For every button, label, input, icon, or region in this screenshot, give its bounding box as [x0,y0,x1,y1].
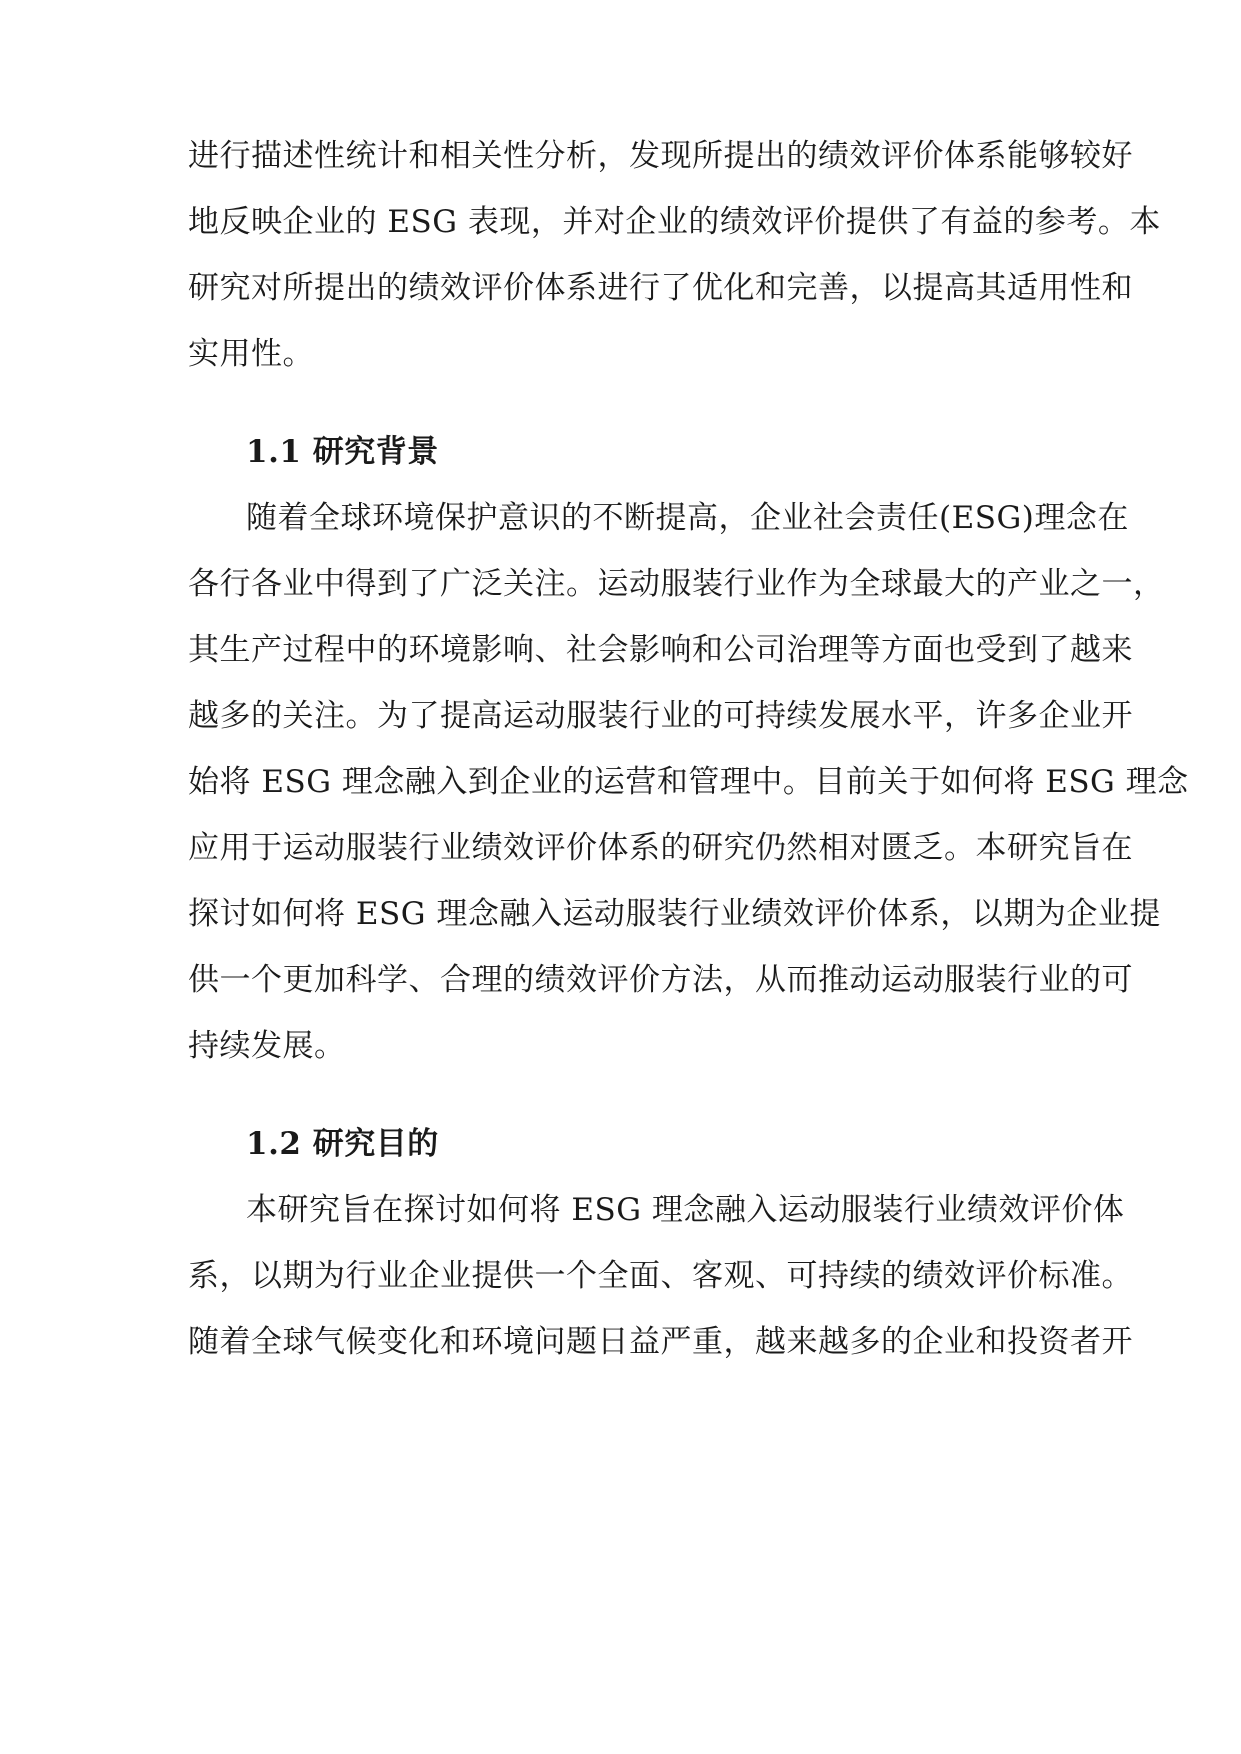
section-1-1-line-2: 各行各业中得到了广泛关注。运动服装行业作为全球最大的产业之一， [188,566,1165,602]
section-1-1-line-3: 其生产过程中的环境影响、社会影响和公司治理等方面也受到了越来 [188,632,1133,668]
section-heading-1-1: 1.1 研究背景 [246,434,439,470]
section-1-1-line-6: 应用于运动服装行业绩效评价体系的研究仍然相对匮乏。本研究旨在 [188,830,1133,866]
section-1-1-line-7: 探讨如何将 ESG 理念融入运动服装行业绩效评价体系，以期为企业提 [188,896,1161,932]
section-1-1-line-5: 始将 ESG 理念融入到企业的运营和管理中。目前关于如何将 ESG 理念 [188,764,1189,800]
intro-line-3: 研究对所提出的绩效评价体系进行了优化和完善，以提高其适用性和 [188,270,1133,306]
intro-line-2: 地反映企业的 ESG 表现，并对企业的绩效评价提供了有益的参考。本 [188,204,1161,240]
intro-line-1: 进行描述性统计和相关性分析，发现所提出的绩效评价体系能够较好 [188,138,1133,174]
section-heading-1-2: 1.2 研究目的 [246,1126,439,1162]
section-1-2-line-1: 本研究旨在探讨如何将 ESG 理念融入运动服装行业绩效评价体 [246,1192,1125,1228]
section-1-1-line-8: 供一个更加科学、合理的绩效评价方法，从而推动运动服装行业的可 [188,962,1133,998]
section-1-1-line-1: 随着全球环境保护意识的不断提高，企业社会责任(ESG)理念在 [246,500,1129,536]
section-1-1-line-4: 越多的关注。为了提高运动服装行业的可持续发展水平，许多企业开 [188,698,1133,734]
section-1-1-line-9: 持续发展。 [188,1028,346,1064]
section-1-2-line-3: 随着全球气候变化和环境问题日益严重，越来越多的企业和投资者开 [188,1324,1133,1360]
section-1-2-line-2: 系，以期为行业企业提供一个全面、客观、可持续的绩效评价标准。 [188,1258,1133,1294]
intro-line-4: 实用性。 [188,336,314,372]
